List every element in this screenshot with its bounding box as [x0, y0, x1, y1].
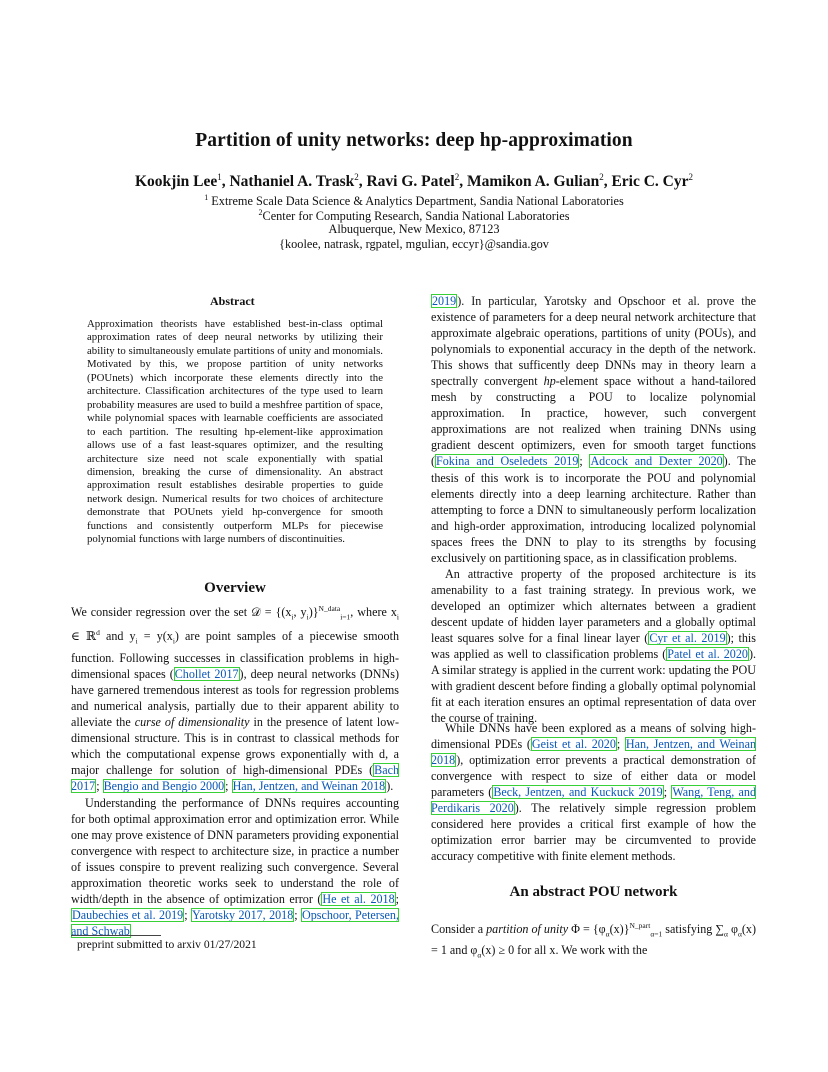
citation-link[interactable]: Bach 2017 [71, 763, 399, 794]
text-run: and y [99, 629, 136, 644]
emphasis: hp [543, 374, 556, 389]
footnote: preprint submitted to arxiv 01/27/2021 [77, 938, 257, 951]
math-sub: α [477, 950, 482, 960]
author-affil-mark: 2 [599, 172, 604, 182]
author-sep: , [459, 173, 467, 191]
right-paragraph-2 [431, 566, 756, 726]
text-run: in the presence of latent low-dimensional structure. This is in contrast to classical methods for which the computational expense grows exponentially with d, a major challenge for solution of high-dimensional PDEs ( [71, 715, 400, 778]
emphasis: partition of unity [486, 922, 569, 937]
citation-link[interactable]: He et al. 2018 [322, 892, 395, 907]
emphasis: curse of dimensionality [134, 715, 250, 730]
abstract-heading: Abstract [210, 294, 255, 308]
text-run: We consider regression over the set 𝒟 = {(x [71, 605, 292, 620]
right-paragraph-1 [431, 293, 756, 566]
text-run: ; [96, 779, 103, 794]
text-run: ), optimization error prevents a practical demonstration of convergence with respect to size of either data or model parameters ( [431, 753, 756, 800]
text-run: ; [663, 785, 672, 800]
text-run: ; [184, 908, 191, 923]
text-run: ). In particular, Yarotsky and Opschoor et al. prove the existence of parameters for a deep neural network architecture that approximate algebraic operations, partitions of unity (POUs), and polynomials to exponential accuracy in the depth of the network. This shows that sufficently deep DNNs may in theory learn a spectrally convergent [431, 294, 756, 389]
author-name: Nathaniel A. Trask [229, 173, 355, 191]
text-run: ); this was applied as well to classification problems ( [431, 631, 756, 662]
text-run: (x) ≥ 0 for all x. We work with the [481, 943, 648, 958]
citation-link[interactable]: Patel et al. 2020 [667, 647, 748, 662]
citation-link[interactable]: Beck, Jentzen, and Kuckuck 2019 [493, 785, 663, 800]
affiliation-line [0, 222, 828, 237]
citation-link[interactable]: Bengio and Bengio 2000 [103, 779, 225, 794]
math-sub: α [723, 929, 728, 939]
math-sub: α [605, 929, 610, 939]
text-run: )} [308, 605, 319, 620]
text-run: Understanding the performance of DNNs requires accounting for both optimal approximation error and optimization error. While one may prove existence of DNN parameters providing exponential convergence with respect to architecture size, in practice a number of issues conspire to prevent realizing such convergence. Several approximation theoretic works seek to understand the role of width/depth in the absence of optimization error ( [71, 796, 399, 907]
text-run: ). The thesis of this work is to incorporate the POU and polynomial elements directly into a deep learning architecture. Rather than attempting to force a DNN to simultaneously perform localization and high-order approximation, introducing localized polynomial spaces frees the DNN to play to its strengths by focusing exclusively on partitioning space, as in classification problems. [431, 454, 756, 565]
citation-link[interactable]: Han, Jentzen, and Weinan 2018 [232, 779, 386, 794]
affil-text: {koolee, natrask, rgpatel, mgulian, eccyr}@sandia.gov [279, 237, 549, 251]
overview-heading: Overview [204, 580, 266, 596]
text-run: Consider a [431, 922, 487, 937]
overview-paragraph-2 [71, 795, 399, 939]
text-run: ; [395, 892, 400, 907]
author-affil-mark: 2 [454, 172, 460, 182]
text-run: ) are point samples of a piecewise smooth function. Following successes in classification problems in high-dimensional spaces ( [71, 629, 399, 682]
math-sub: α [737, 929, 742, 939]
pou-paragraph [431, 918, 756, 964]
author-name: Kookjin Lee [134, 173, 218, 191]
citation-link[interactable]: Geist et al. 2020 [531, 737, 616, 752]
citation-link[interactable]: Cyr et al. 2019 [649, 631, 726, 646]
author-sep: , [603, 173, 612, 191]
citation-link[interactable]: Opschoor, Petersen, and Schwab [71, 908, 399, 939]
text-run: ∈ ℝ [71, 629, 97, 644]
right-paragraph-3 [431, 720, 756, 864]
author-sep: , [221, 173, 230, 191]
text-run: (x)} [609, 922, 630, 937]
paper-title: Partition of unity networks: deep hp-approximation [195, 130, 633, 151]
math-sub: α=1 [650, 929, 663, 939]
citation-link[interactable]: Chollet 2017 [174, 667, 239, 682]
contact-emails [0, 237, 828, 252]
affil-text: Extreme Scale Data Science & Analytics Department, Sandia National Laboratories [208, 194, 624, 209]
text-run: Φ = {φ [568, 922, 606, 937]
affiliation-line [0, 193, 828, 209]
author-list [0, 172, 828, 191]
affil-text: Albuquerque, New Mexico, 87123 [328, 222, 500, 236]
citation-link[interactable]: Yarotsky 2017, 2018 [191, 908, 294, 923]
author-name: Eric C. Cyr [611, 173, 689, 191]
text-run: ; [616, 737, 625, 752]
overview-paragraph-1 [71, 601, 399, 794]
math-sub: i [135, 636, 138, 646]
math-sub: i=1 [340, 612, 351, 622]
text-run: ). [386, 779, 394, 794]
author-name: Ravi G. Patel [366, 173, 455, 191]
author-affil-mark: 1 [217, 172, 222, 182]
affil-mark: 2 [258, 208, 263, 217]
text-run: (x) = 1 and φ [431, 922, 756, 958]
author-affil-mark: 2 [354, 172, 359, 182]
math-sup: N_data [318, 604, 341, 613]
math-sub: i [306, 612, 309, 622]
abstract-text: Approximation theorists have established best-in-class optimal approximation rates of deep neural networks by utilizing their ability to simultaneously emulate partitions of unity and monomials. Motivated by this, we propose partition of unity networks (POUnets) which incorporate these elements directly into the architecture. Classification architectures of the type used to learn probability measures are used to build a meshfree partition of space, while polynomial spaces with learnable coefficients are associated to each partition. The resulting hp-element-like approximation allows use of a fast least-squares optimizer, and the resulting architecture size need not scale exponentially with spatial dimension, breaking the curse of dimensionality. An abstract approximation result establishes desirable properties to guide network design. Numerical results for two choices of architecture demonstrate that POUnets yield hp-convergence for smooth functions and consistently outperform MLPs for piecewise polynomial functions with large numbers of discontinuities. [87, 318, 383, 546]
text-run: ), deep neural networks (DNNs) have garnered tremendous interest as tools for regression problems and numerical analysis, partially due to their apparent ability to alleviate the [71, 667, 399, 730]
math-sup: d [96, 628, 100, 638]
text-run: satisfying ∑ [662, 922, 724, 937]
text-run: An attractive property of the proposed architecture is its amenability to a fast training strategy. In previous work, we developed an optimizer which alternates between a gradient descent update of hidden layer parameters and a globally optimal least squares solve for a final linear layer ( [431, 567, 756, 646]
text-run: , where x [350, 605, 397, 620]
citation-link[interactable]: Fokina and Oseledets 2019 [436, 454, 579, 469]
citation-link[interactable]: 2019 [432, 294, 457, 308]
text-run: While DNNs have been explored as a means of solving high-dimensional PDEs ( [431, 721, 756, 752]
math-sub: i [172, 636, 175, 646]
text-run: φ [727, 922, 738, 937]
text-run: , y [293, 605, 307, 620]
citation-link[interactable]: Daubechies et al. 2019 [72, 908, 184, 923]
author-name: Mamikon A. Gulian [466, 173, 600, 191]
math-sup: N_part [629, 921, 651, 930]
citation-link[interactable]: Han, Jentzen, and Weinan 2018 [431, 737, 757, 768]
affil-text: Center for Computing Research, Sandia National Laboratories [262, 209, 570, 224]
text-run: ; [579, 454, 590, 469]
text-run: ; [294, 908, 302, 923]
pou-network-heading: An abstract POU network [509, 884, 678, 900]
math-sub: i [291, 612, 294, 622]
citation-link[interactable]: Wang, Teng, and Perdikaris 2020 [431, 785, 756, 816]
citation-link[interactable]: Adcock and Dexter 2020 [590, 454, 723, 469]
text-run: -element space without a hand-tailored mesh by constructing a POU to localize polynomial approximation. In practice, however, such convergent approximations are not realized when training DNNs using gradient descent optimizers, even for smooth target functions ( [431, 374, 756, 469]
text-run: ; [225, 779, 232, 794]
author-affil-mark: 2 [688, 172, 693, 182]
affil-mark: 1 [204, 193, 209, 202]
footnote-rule [71, 935, 161, 936]
text-run: ). The relatively simple regression problem considered here provides a critical first example of how the optimization error barrier may be circumvented to provide accuracy competitive with finite element methods. [431, 801, 757, 864]
author-sep: , [358, 173, 367, 191]
text-run: ). A similar strategy is applied in the current work: updating the POU with gradient descent before finding a globally optimal polynomial fit at each iteration ensures an optimal representation of data over the course of training. [431, 647, 757, 726]
text-run: = y(x [137, 629, 173, 644]
math-sub: i [396, 612, 399, 622]
